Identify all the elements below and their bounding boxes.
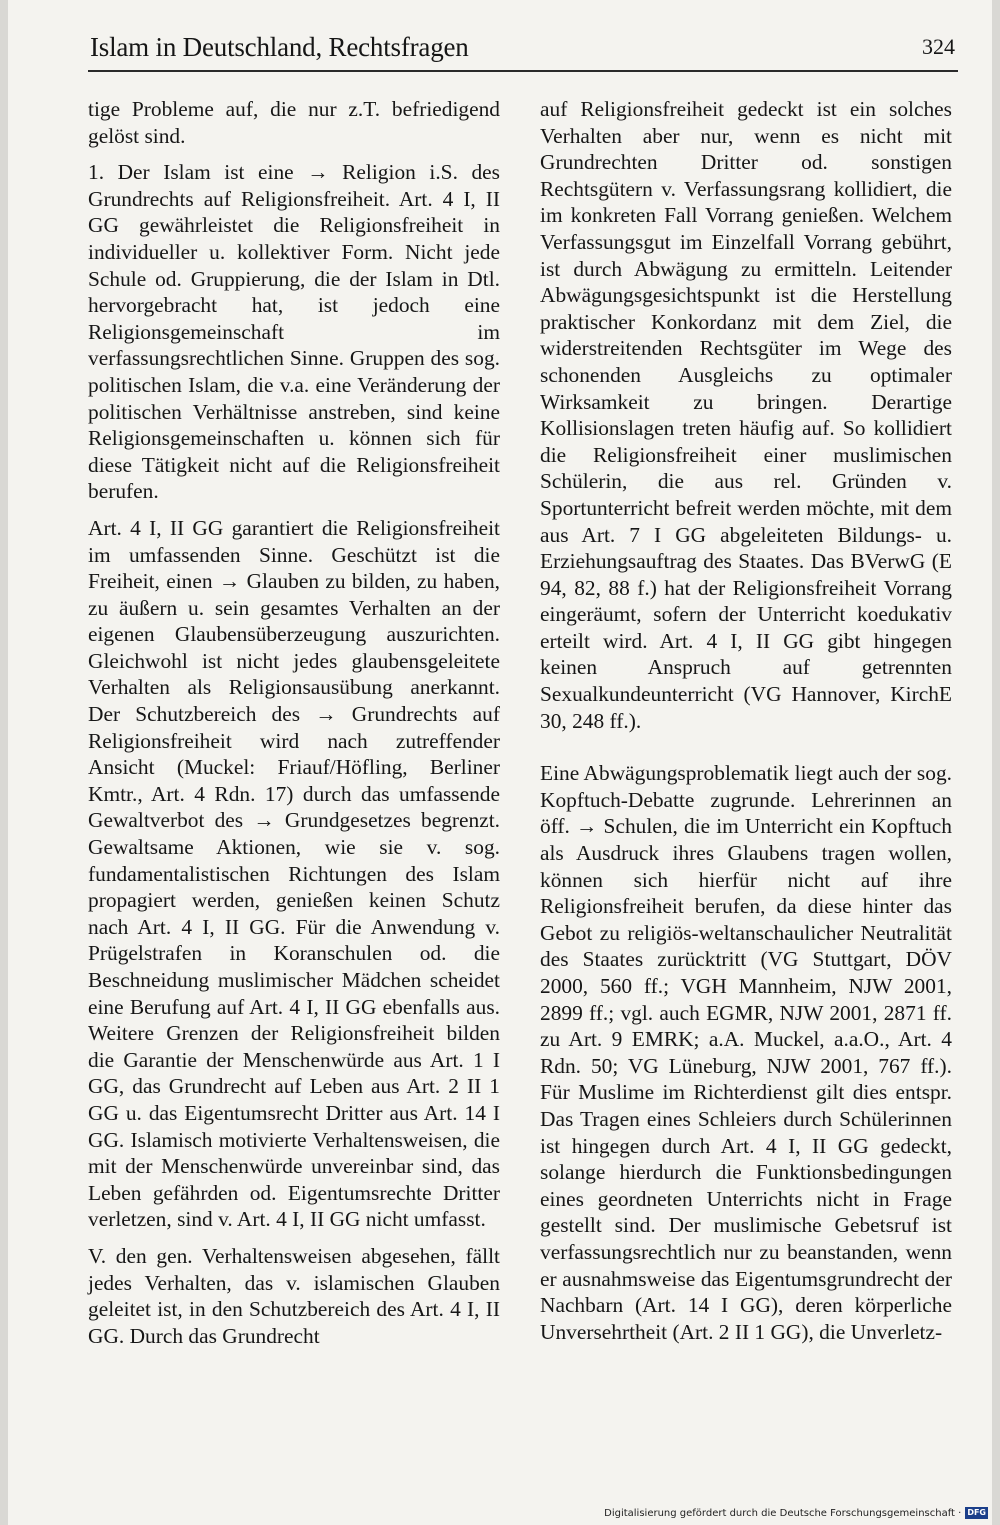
- paragraph: V. den gen. Verhaltensweisen abgesehen, fällt jedes Verhalten, das v. islamischen Glauben geleitet ist, in den Schutzbereich des Art. 4 I, II GG. Durch das Grundrecht: [88, 1243, 500, 1348]
- page-number: 324: [922, 34, 955, 59]
- left-column: [88, 96, 500, 1359]
- scan-gutter-left: [0, 0, 8, 1525]
- header-rule: [88, 70, 958, 72]
- paragraph: 1. Der Islam ist eine → Religion i.S. des Grundrechts auf Religionsfreiheit. Art. 4 I, II GG gewährleistet die Religionsfreiheit in individueller u. kollektiver Form. Nicht jede Schule od. Gruppierung, die der Islam in Dtl. hervorgebracht hat, ist jedoch eine Religionsgemeinschaft im verfassungsrechtlichen Sinne. Gruppen des sog. politischen Islam, die v.a. eine Veränderung der politischen Verhältnisse anstreben, sind keine Religionsgemeinschaften u. können sich für diese Tätigkeit nicht auf die Religionsfreiheit berufen.: [88, 160, 500, 504]
- scan-gutter-right: [992, 0, 1000, 1525]
- credit-text: Digitalisierung gefördert durch die Deutsche Forschungsgemeinschaft ·: [604, 1508, 962, 1519]
- paragraph: auf Religionsfreiheit gedeckt ist ein solches Verhalten aber nur, wenn es nicht mit Grundrechten Dritter od. sonstigen Rechtsgütern v. Verfassungsrang kollidiert, die im konkreten Fall Vorrang genießen. Welchem Verfassungsgut im Einzelfall Vorrang gebührt, ist durch Abwägung zu ermitteln. Leitender Abwägungsgesichtspunkt ist die Herstellung praktischer Konkordanz mit dem Ziel, die widerstreitenden Rechtsgüter im Wege des schonenden Ausgleichs zu optimaler Wirksamkeit zu bringen. Derartige Kollisionslagen treten häufig auf. So kollidiert die Religionsfreiheit einer muslimischen Schülerin, die aus rel. Gründen v. Sportunterricht befreit werden möchte, mit dem aus Art. 7 I GG abgeleiteten Bildungs- u. Erziehungsauftrag des Staates. Das BVerwG (E 94, 82, 88 f.) hat der Religionsfreiheit Vorrang eingeräumt, sofern der Unterricht koedukativ erteilt wird. Art. 4 I, II GG gibt hingegen keinen Anspruch auf getrennten Sexualkundeunterricht (VG Hannover, KirchE 30, 248 ff.).: [540, 97, 952, 733]
- digitization-credit: [604, 1507, 988, 1521]
- paragraph: Eine Abwägungsproblematik liegt auch der sog. Kopftuch-Debatte zugrunde. Lehrerinnen an öff. → Schulen, die im Unterricht ein Kopftuch als Ausdruck ihres Glaubens tragen wollen, können sich hierfür nicht auf ihre Religionsfreiheit berufen, da diese hinter das Gebot zu religiös-weltanschaulicher Neutralität des Staates zurücktritt (VG Stuttgart, DÖV 2000, 560 ff.; VGH Mannheim, NJW 2001, 2899 ff.; vgl. auch EGMR, NJW 2001, 2871 ff. zu Art. 9 EMRK; a.A. Muckel, a.a.O., Art. 4 Rdn. 50; VG Lüneburg, NJW 2001, 767 ff.). Für Muslime im Richterdienst gilt dies entspr. Das Tragen eines Schleiers durch Schülerinnen ist hingegen durch Art. 4 I, II GG gedeckt, solange hierdurch die Funktionsbedingungen eines geordneten Unterrichts nicht in Frage gestellt sind. Der muslimische Gebetsruf ist verfassungsrechtlich nur zu beanstanden, wenn er ausnahmsweise das Eigentumsgrundrecht der Nachbarn (Art. 14 I GG), deren körperliche Unversehrtheit (Art. 2 II 1 GG), die Unverletz-: [540, 761, 952, 1344]
- paragraph: tige Probleme auf, die nur z.T. befriedigend gelöst sind.: [88, 97, 500, 148]
- running-header: [90, 30, 955, 70]
- right-column: [540, 96, 952, 1355]
- paragraph: Art. 4 I, II GG garantiert die Religionsfreiheit im umfassenden Sinne. Geschützt ist die Freiheit, einen → Glauben zu bilden, zu haben, zu äußern u. sein gesamtes Verhalten an der eigenen Glaubensüberzeugung auszurichten. Gleichwohl ist nicht jedes glaubensgeleitete Verhalten als Religionsausübung anerkannt. Der Schutzbereich des → Grundrechts auf Religionsfreiheit wird nach zutreffender Ansicht (Muckel: Friauf/Höfling, Berliner Kmtr., Art. 4 Rdn. 17) durch das umfassende Gewaltverbot des → Grundgesetzes begrenzt. Gewaltsame Aktionen, wie sie v. sog. fundamentalistischen Richtungen des Islam propagiert werden, genießen keinen Schutz nach Art. 4 I, II GG. Für die Anwendung v. Prügelstrafen in Koranschulen od. die Beschneidung muslimischer Mädchen scheidet eine Berufung auf Art. 4 I, II GG ebenfalls aus. Weitere Grenzen der Religionsfreiheit bilden die Garantie der Menschenwürde aus Art. 1 I GG, das Grundrecht auf Leben aus Art. 2 II 1 GG u. das Eigentumsrecht Dritter aus Art. 14 I GG. Islamisch motivierte Verhaltensweisen, die mit der Menschenwürde unvereinbar sind, das Leben gefährden od. Eigentumsrechte Dritter verletzen, sind v. Art. 4 I, II GG nicht umfasst.: [88, 515, 500, 1232]
- dfg-logo: DFG: [967, 1508, 986, 1517]
- running-title: Islam in Deutschland, Rechtsfragen: [90, 32, 469, 62]
